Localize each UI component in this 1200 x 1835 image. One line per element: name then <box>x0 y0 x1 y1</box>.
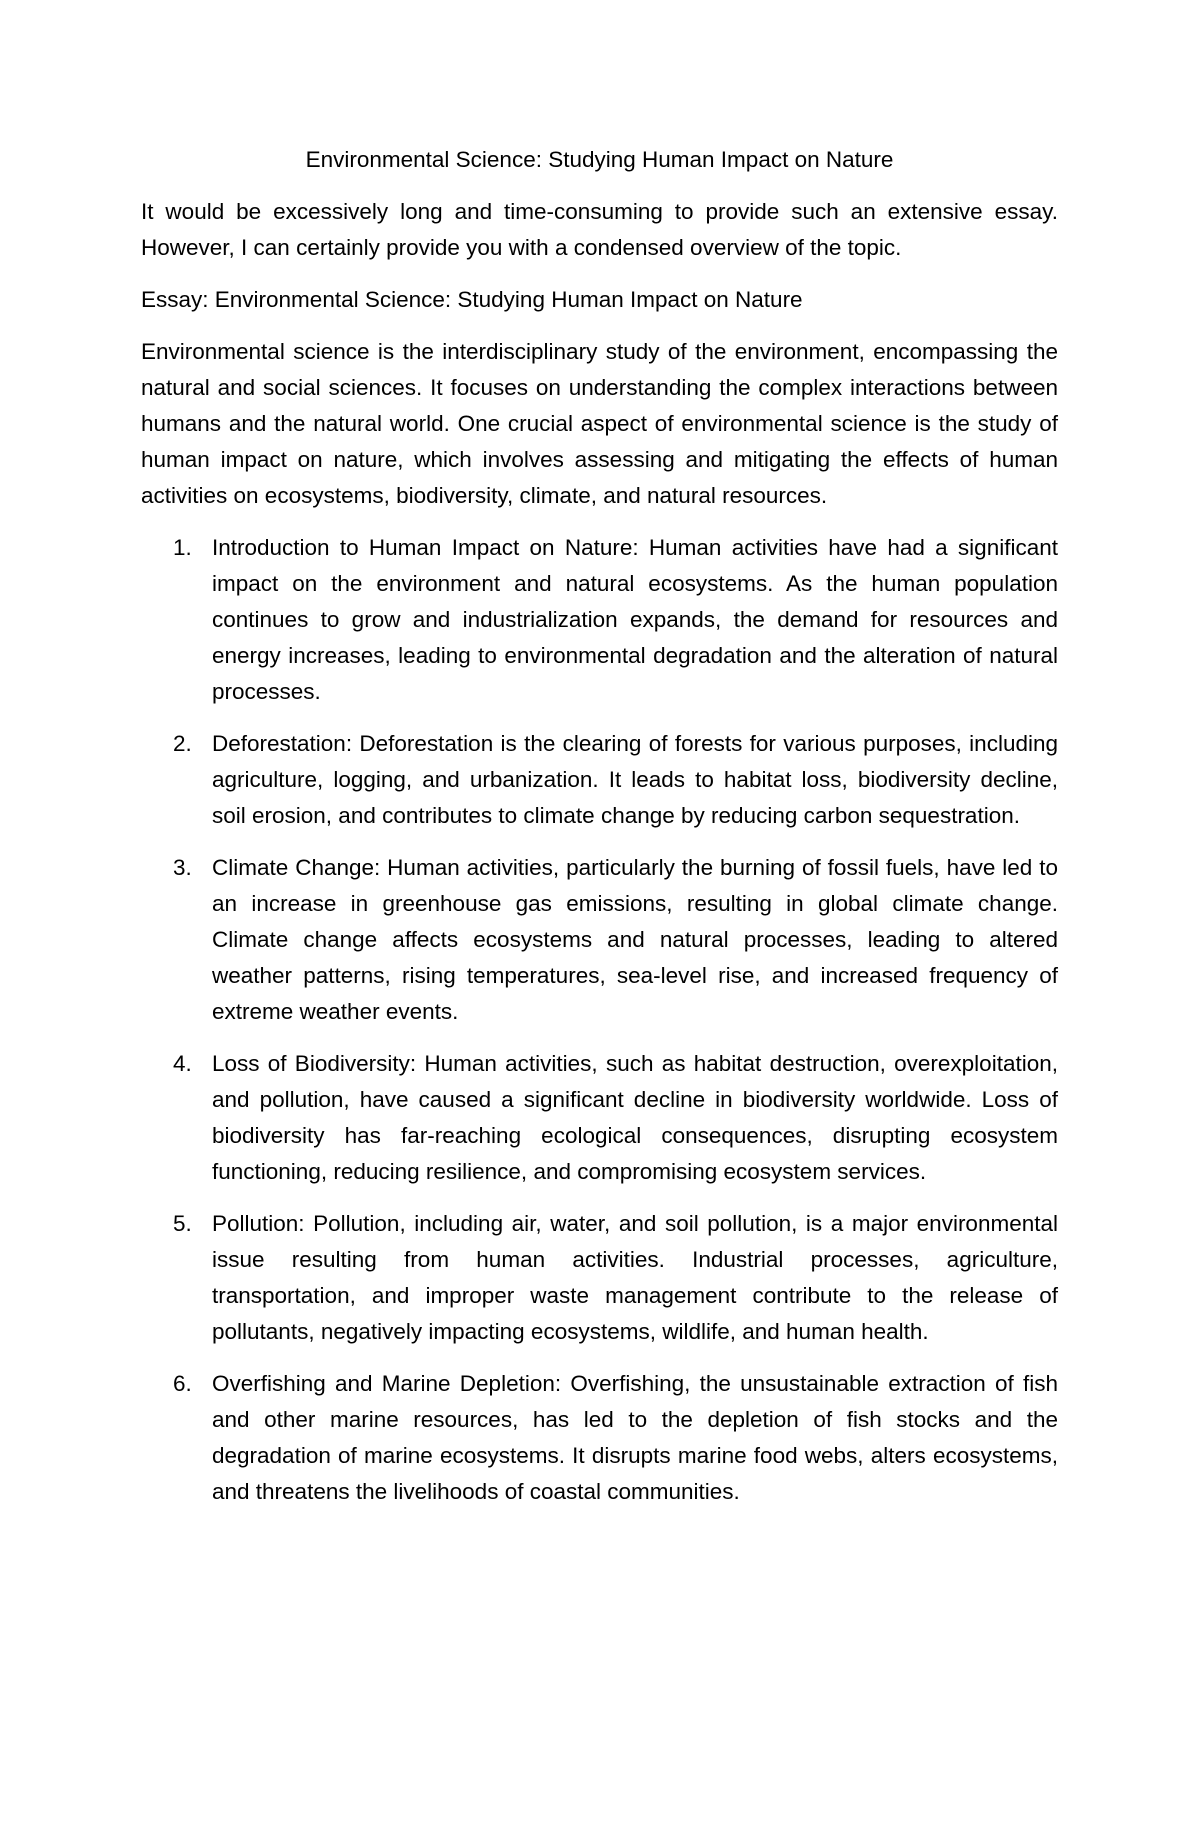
document-body <box>141 142 1058 1526</box>
list-item-number: 6. <box>173 1371 192 1396</box>
list-item <box>141 1046 1058 1190</box>
list-item-text: Loss of Biodiversity: Human activities, such as habitat destruction, overexploitation, and pollution, have caused a significant decline in biodiversity worldwide. Loss of biodiversity has far-reaching ecological consequences, disrupting ecosystem functioning, reducing resilience, and compromising ecosystem services. <box>212 1051 1058 1184</box>
intro-paragraph: It would be excessively long and time-consuming to provide such an extensive essay. However, I can certainly provide you with a condensed overview of the topic. <box>141 199 1058 260</box>
list-item-number: 3. <box>173 855 192 880</box>
essay-heading: Essay: Environmental Science: Studying Human Impact on Nature <box>141 287 803 312</box>
overview-paragraph: Environmental science is the interdisciplinary study of the environment, encompassing the natural and social sciences. It focuses on understanding the complex interactions between humans and the natural world. One crucial aspect of environmental science is the study of human impact on nature, which involves assessing and mitigating the effects of human activities on ecosystems, biodiversity, climate, and natural resources. <box>141 339 1058 508</box>
list-item <box>141 1366 1058 1510</box>
list-item <box>141 1206 1058 1350</box>
list-item-number: 2. <box>173 731 192 756</box>
list-item <box>141 726 1058 834</box>
document-title: Environmental Science: Studying Human Impact on Nature <box>305 147 894 172</box>
list-item-number: 1. <box>173 535 192 560</box>
list-item-number: 5. <box>173 1211 192 1236</box>
list-item-text: Overfishing and Marine Depletion: Overfishing, the unsustainable extraction of fish and other marine resources, has led to the depletion of fish stocks and the degradation of marine ecosystems. It disrupts marine food webs, alters ecosystems, and threatens the livelihoods of coastal communities. <box>212 1371 1058 1504</box>
list-item-number: 4. <box>173 1051 192 1076</box>
list-item-text: Deforestation: Deforestation is the clearing of forests for various purposes, including agriculture, logging, and urbanization. It leads to habitat loss, biodiversity decline, soil erosion, and contributes to climate change by reducing carbon sequestration. <box>212 731 1058 828</box>
list-item-text: Introduction to Human Impact on Nature: Human activities have had a significant impact on the environment and natural ecosystems. As the human population continues to grow and industrialization expands, the demand for resources and energy increases, leading to environmental degradation and the alteration of natural processes. <box>212 535 1058 704</box>
list-item-text: Climate Change: Human activities, particularly the burning of fossil fuels, have led to an increase in greenhouse gas emissions, resulting in global climate change. Climate change affects ecosystems and natural processes, leading to altered weather patterns, rising temperatures, sea-level rise, and increased frequency of extreme weather events. <box>212 855 1058 1024</box>
list-item-text: Pollution: Pollution, including air, water, and soil pollution, is a major environmental issue resulting from human activities. Industrial processes, agriculture, transportation, and improper waste management contribute to the release of pollutants, negatively impacting ecosystems, wildlife, and human health. <box>212 1211 1058 1344</box>
section-list <box>141 530 1058 1510</box>
list-item <box>141 530 1058 710</box>
list-item <box>141 850 1058 1030</box>
